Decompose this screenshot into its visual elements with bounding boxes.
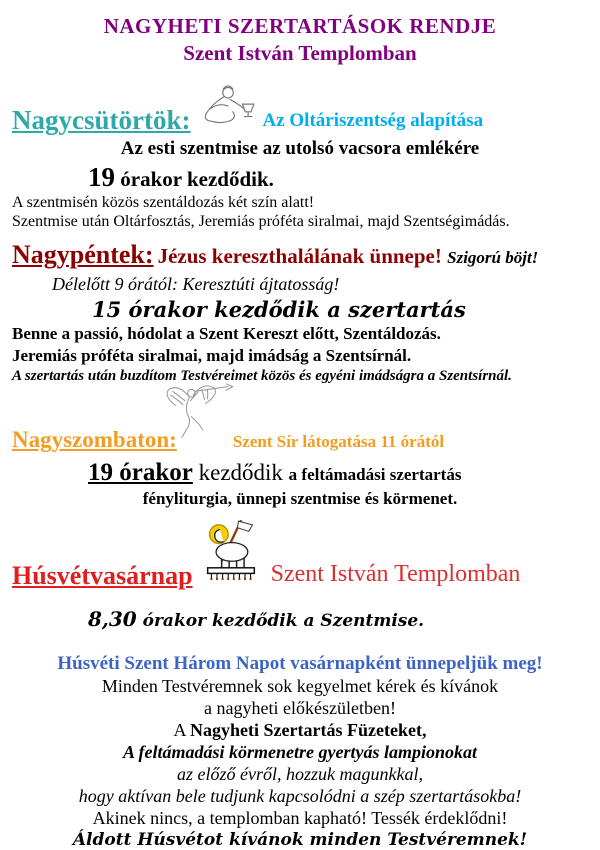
footer-line-4-prefix: A — [173, 720, 191, 741]
saturday-note: Szent Sír látogatása 11 órától — [232, 432, 445, 452]
angel-trumpet-icon — [160, 381, 234, 446]
section-easter-header — [12, 523, 588, 589]
thursday-time-line — [88, 162, 588, 193]
thursday-line-1: Az esti szentmise az utolsó vacsora emlékére — [120, 138, 480, 159]
thursday-note: Az Oltáriszentség alapítása — [262, 110, 484, 131]
chalice-icon — [198, 85, 260, 134]
friday-time-line: 15 órakor kezdődik a szertartás — [92, 297, 466, 323]
friday-line-1: Délelőtt 9 órától: Keresztúti ájtatosság! — [52, 274, 340, 295]
friday-fast-note: Szigorú böjt! — [447, 248, 539, 267]
thursday-time-text: órakor kezdődik. — [115, 167, 274, 191]
page-title: NAGYHETI SZERTARTÁSOK RENDJE — [103, 14, 497, 38]
footer-line-4 — [12, 720, 588, 741]
footer-line-6: az előző évről, hozzuk magunkkal, — [177, 764, 423, 785]
footer-line-9: Áldott Húsvétot kívánok minden Testvéremnek! — [72, 830, 528, 850]
footer-line-5: A feltámadási körmenetre gyertyás lampionokat — [123, 742, 477, 763]
friday-line-4: Jeremiás próféta siralmai, majd imádság a Szentsírnál. — [12, 346, 412, 366]
saturday-time-text: a feltámadási szertartás — [288, 465, 462, 485]
friday-subtitle: Jézus kereszthalálának ünnepe! — [157, 244, 448, 268]
page-subtitle: Szent István Templomban — [183, 41, 417, 65]
saturday-time-mid: kezdődik — [192, 460, 289, 486]
section-friday-header — [12, 241, 588, 268]
footer-line-8: Akinek nincs, a templomban kapható! Tessék érdeklődni! — [92, 808, 508, 829]
footer-line-2: Minden Testvéremnek sok kegyelmet kérek és kívánok — [101, 676, 499, 697]
thursday-heading: Nagycsütörtök: — [12, 105, 191, 135]
section-thursday-header — [12, 88, 588, 134]
thursday-line-3: Szentmise után Oltárfosztás, Jeremiás próféta siralmai, majd Szentségimádás. — [12, 213, 510, 230]
saturday-time-line — [88, 459, 588, 487]
easter-heading: Húsvétvasárnap — [12, 561, 193, 591]
saturday-heading: Nagyszombaton: — [12, 427, 177, 453]
footer-line-4-bold: Nagyheti Szertartás Füzeteket, — [190, 720, 427, 741]
thursday-line-2: A szentmisén közös szentáldozás két szín alatt! — [12, 194, 315, 211]
lamb-of-god-icon — [203, 518, 259, 589]
thursday-time-hour: 19 — [88, 162, 115, 192]
easter-subtitle: Szent István Templomban — [270, 561, 521, 588]
section-saturday-header — [12, 427, 588, 453]
easter-time-text: órakor kezdődik a Szentmise. — [136, 611, 425, 632]
easter-time-line — [88, 607, 588, 631]
footer-line-3: a nagyheti előkészületben! — [204, 698, 396, 719]
friday-line-5: A szertartás után buzdítom Testvéreimet közös és egyéni imádságra a Szentsírnál. — [12, 368, 512, 385]
easter-time-hour: 8,30 — [88, 607, 137, 632]
footer-line-7: hogy aktívan bele tudjunk kapcsolódni a szép szertartásokba! — [78, 786, 522, 807]
saturday-time-hour: 19 órakor — [88, 459, 193, 487]
saturday-line-2: fényliturgia, ünnepi szentmise és körmenet. — [142, 489, 458, 509]
friday-heading: Nagypéntek: — [12, 240, 154, 269]
footer-line-1: Húsvéti Szent Három Napot vasárnapként ünnepeljük meg! — [57, 653, 543, 675]
friday-line-3: Benne a passió, hódolat a Szent Kereszt előtt, Szentáldozás. — [12, 324, 441, 344]
